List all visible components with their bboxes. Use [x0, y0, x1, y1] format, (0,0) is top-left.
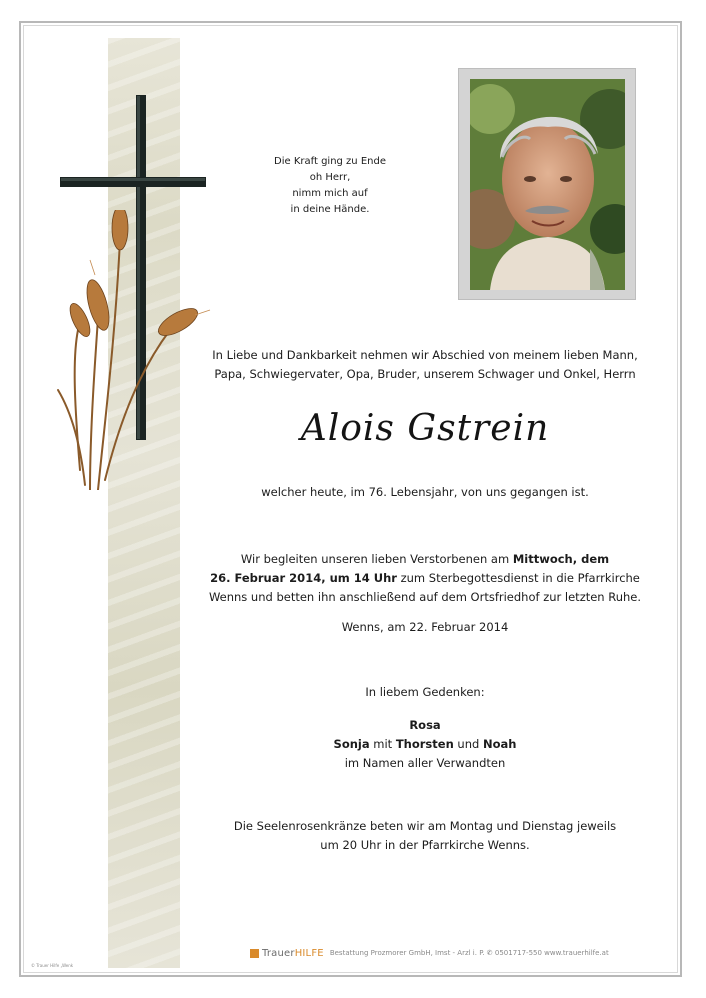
brand-logo	[250, 948, 324, 959]
death-notice: welcher heute, im 76. Lebensjahr, von uns gegangen ist.	[261, 485, 589, 499]
rosary-notice	[195, 817, 655, 855]
mourner-name: Sonja	[333, 737, 370, 751]
place-date: Wenns, am 22. Februar 2014	[341, 620, 509, 634]
intro-line: Papa, Schwiegervater, Opa, Bruder, unserem Schwager und Onkel, Herrn	[214, 367, 636, 381]
deceased-name: Alois Gstrein	[300, 408, 550, 449]
poem-line: nimm mich auf	[292, 188, 368, 199]
mourner-name: Thorsten	[395, 737, 454, 751]
rosary-line: Die Seelenrosenkränze beten wir am Montag und Dienstag jeweils	[233, 819, 617, 833]
intro-line: In Liebe und Dankbarkeit nehmen wir Abschied von meinem lieben Mann,	[212, 348, 638, 362]
mourner-line	[195, 735, 655, 754]
brand-name-part: HILFE	[294, 947, 324, 959]
funeral-date-time: 26. Februar 2014, um 14 Uhr	[210, 571, 397, 585]
brand-name-part: Trauer	[262, 947, 295, 959]
credit-text: © Trauer Hilfe „Wenk	[31, 963, 74, 968]
portrait-photo	[470, 79, 625, 290]
funeral-line	[195, 550, 655, 569]
mourners	[195, 716, 655, 773]
mourner-name: Rosa	[409, 718, 441, 732]
mourner-connector: mit	[369, 737, 396, 751]
memory-heading: In liebem Gedenken:	[365, 685, 485, 699]
poem-line: in deine Hände.	[290, 204, 370, 215]
mourner-connector: und	[453, 737, 483, 751]
funeral-text: zum Sterbegottesdienst in die Pfarrkirche	[396, 571, 640, 585]
funeral-line: Wenns und betten ihn anschließend auf dem Ortsfriedhof zur letzten Ruhe.	[208, 590, 642, 604]
footer	[250, 945, 609, 961]
poem	[250, 154, 410, 218]
poem-line: oh Herr,	[309, 172, 351, 183]
poem-line: Die Kraft ging zu Ende	[274, 156, 386, 167]
funeral-details	[195, 550, 655, 607]
mourner-line: im Namen aller Verwandten	[344, 756, 506, 770]
mourner-name: Noah	[482, 737, 517, 751]
funeral-text: Wir begleiten unseren lieben Verstorbenen am	[240, 552, 513, 566]
intro-text	[195, 346, 655, 384]
funeral-line	[195, 569, 655, 588]
mourner-line	[195, 716, 655, 735]
footer-contact: Bestattung Prozmorer GmbH, Imst - Arzl i. P. ✆ 0501717-550 www.trauerhilfe.at	[329, 949, 609, 957]
rosary-line: um 20 Uhr in der Pfarrkirche Wenns.	[320, 838, 530, 852]
logo-icon	[250, 949, 259, 958]
funeral-day: Mittwoch, dem	[512, 552, 610, 566]
